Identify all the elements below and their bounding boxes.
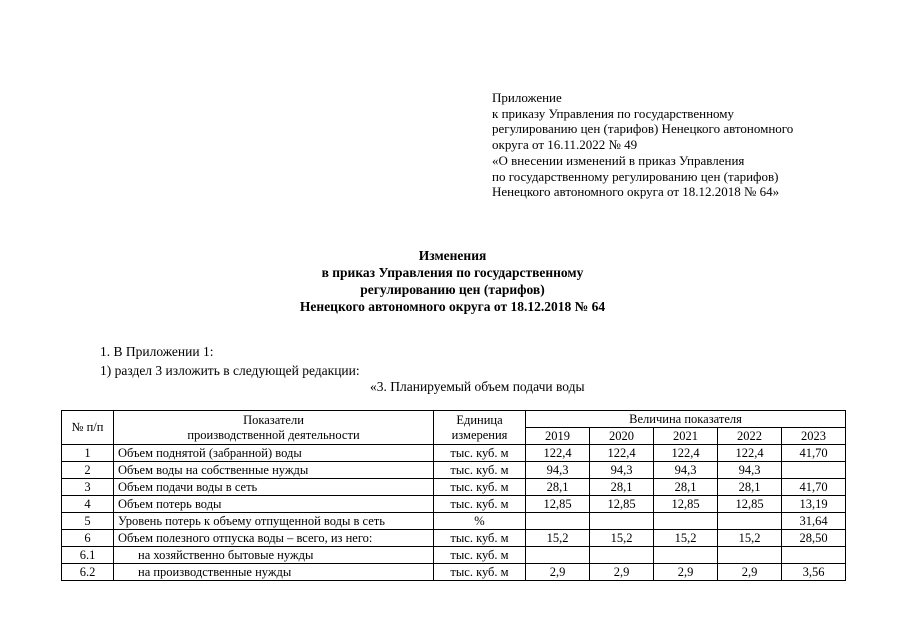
cell-value: 122,4 bbox=[590, 445, 654, 462]
title-line: регулированию цен (тарифов) bbox=[360, 282, 545, 297]
cell-num: 5 bbox=[62, 513, 114, 530]
list-item-1: 1. В Приложении 1: bbox=[100, 344, 214, 359]
cell-value: 122,4 bbox=[526, 445, 590, 462]
table-row bbox=[62, 513, 846, 530]
cell-indicator: Объем поднятой (забранной) воды bbox=[114, 445, 434, 462]
table-row bbox=[62, 496, 846, 513]
cell-value: 12,85 bbox=[526, 496, 590, 513]
cell-num: 6 bbox=[62, 530, 114, 547]
appendix-line: «О внесении изменений в приказ Управления bbox=[492, 152, 745, 168]
appendix-reference bbox=[492, 90, 872, 200]
header-unit-line2: измерения bbox=[451, 427, 508, 442]
cell-value: 12,85 bbox=[654, 496, 718, 513]
cell-num: 6.1 bbox=[62, 547, 114, 564]
header-year: 2023 bbox=[782, 428, 846, 445]
appendix-line: Ненецкого автономного округа от 18.12.2018 № 64» bbox=[492, 184, 780, 200]
cell-value: 94,3 bbox=[654, 462, 718, 479]
cell-value: 2,9 bbox=[718, 564, 782, 581]
cell-value: 15,2 bbox=[654, 530, 718, 547]
cell-value: 2,9 bbox=[654, 564, 718, 581]
table-row bbox=[62, 547, 846, 564]
title-line: Ненецкого автономного округа от 18.12.2018 № 64 bbox=[299, 299, 606, 314]
cell-num: 4 bbox=[62, 496, 114, 513]
cell-unit: тыс. куб. м bbox=[434, 564, 526, 581]
header-year: 2020 bbox=[590, 428, 654, 445]
cell-unit: % bbox=[434, 513, 526, 530]
section-caption: «3. Планируемый объем подачи воды bbox=[370, 379, 585, 394]
cell-num: 3 bbox=[62, 479, 114, 496]
cell-value: 12,85 bbox=[590, 496, 654, 513]
cell-value: 28,1 bbox=[718, 479, 782, 496]
cell-value: 94,3 bbox=[590, 462, 654, 479]
header-unit-line1: Единица bbox=[456, 413, 503, 427]
cell-value bbox=[526, 513, 590, 530]
cell-indicator: Объем подачи воды в сеть bbox=[114, 479, 434, 496]
appendix-line: Приложение bbox=[492, 90, 562, 105]
header-num: № п/п bbox=[62, 411, 114, 445]
indicators-table bbox=[61, 410, 846, 581]
cell-indicator: Уровень потерь к объему отпущенной воды в сеть bbox=[114, 513, 434, 530]
cell-indicator: Объем полезного отпуска воды – всего, из него: bbox=[114, 530, 434, 547]
table-row bbox=[62, 462, 846, 479]
cell-value bbox=[782, 462, 846, 479]
cell-value bbox=[718, 513, 782, 530]
cell-unit: тыс. куб. м bbox=[434, 445, 526, 462]
cell-value: 94,3 bbox=[718, 462, 782, 479]
cell-value: 15,2 bbox=[590, 530, 654, 547]
cell-value bbox=[654, 547, 718, 564]
table-header-row bbox=[62, 411, 846, 428]
cell-value bbox=[590, 513, 654, 530]
cell-value: 15,2 bbox=[718, 530, 782, 547]
cell-value bbox=[782, 547, 846, 564]
header-value-group: Величина показателя bbox=[526, 411, 846, 428]
cell-value: 28,1 bbox=[590, 479, 654, 496]
cell-value: 28,1 bbox=[526, 479, 590, 496]
body-list bbox=[100, 343, 360, 380]
cell-value bbox=[718, 547, 782, 564]
cell-unit: тыс. куб. м bbox=[434, 547, 526, 564]
table-row bbox=[62, 445, 846, 462]
cell-unit: тыс. куб. м bbox=[434, 462, 526, 479]
cell-value: 28,1 bbox=[654, 479, 718, 496]
cell-unit: тыс. куб. м bbox=[434, 479, 526, 496]
appendix-line: к приказу Управления по государственному bbox=[492, 105, 735, 121]
cell-value bbox=[590, 547, 654, 564]
cell-indicator: на производственные нужды bbox=[114, 564, 434, 581]
table-row bbox=[62, 530, 846, 547]
cell-value: 122,4 bbox=[718, 445, 782, 462]
header-indicator-line2: производственной деятельности bbox=[187, 427, 360, 442]
cell-value bbox=[526, 547, 590, 564]
cell-value: 122,4 bbox=[654, 445, 718, 462]
cell-num: 2 bbox=[62, 462, 114, 479]
cell-value bbox=[654, 513, 718, 530]
table-row bbox=[62, 479, 846, 496]
cell-value: 41,70 bbox=[782, 479, 846, 496]
cell-value: 28,50 bbox=[782, 530, 846, 547]
cell-num: 6.2 bbox=[62, 564, 114, 581]
cell-num: 1 bbox=[62, 445, 114, 462]
cell-value: 3,56 bbox=[782, 564, 846, 581]
header-indicator-line1: Показатели bbox=[243, 413, 304, 427]
title-line: Изменения bbox=[418, 248, 487, 263]
cell-indicator: на хозяйственно бытовые нужды bbox=[114, 547, 434, 564]
cell-value: 94,3 bbox=[526, 462, 590, 479]
cell-value: 31,64 bbox=[782, 513, 846, 530]
cell-value: 41,70 bbox=[782, 445, 846, 462]
cell-value: 13,19 bbox=[782, 496, 846, 513]
header-year: 2021 bbox=[654, 428, 718, 445]
cell-unit: тыс. куб. м bbox=[434, 496, 526, 513]
appendix-line: регулированию цен (тарифов) Ненецкого автономного bbox=[492, 121, 794, 137]
appendix-line: округа от 16.11.2022 № 49 bbox=[492, 137, 638, 153]
header-unit bbox=[434, 411, 526, 445]
table-row bbox=[62, 564, 846, 581]
appendix-line: по государственному регулированию цен (тарифов) bbox=[492, 168, 779, 184]
title-line: в приказ Управления по государственному bbox=[321, 265, 584, 280]
header-year: 2022 bbox=[718, 428, 782, 445]
cell-value: 12,85 bbox=[718, 496, 782, 513]
header-indicator bbox=[114, 411, 434, 445]
document-title bbox=[0, 247, 905, 315]
cell-value: 2,9 bbox=[526, 564, 590, 581]
cell-unit: тыс. куб. м bbox=[434, 530, 526, 547]
cell-value: 15,2 bbox=[526, 530, 590, 547]
list-item-2: 1) раздел 3 изложить в следующей редакции: bbox=[100, 362, 360, 378]
cell-indicator: Объем воды на собственные нужды bbox=[114, 462, 434, 479]
cell-indicator: Объем потерь воды bbox=[114, 496, 434, 513]
cell-value: 2,9 bbox=[590, 564, 654, 581]
header-year: 2019 bbox=[526, 428, 590, 445]
